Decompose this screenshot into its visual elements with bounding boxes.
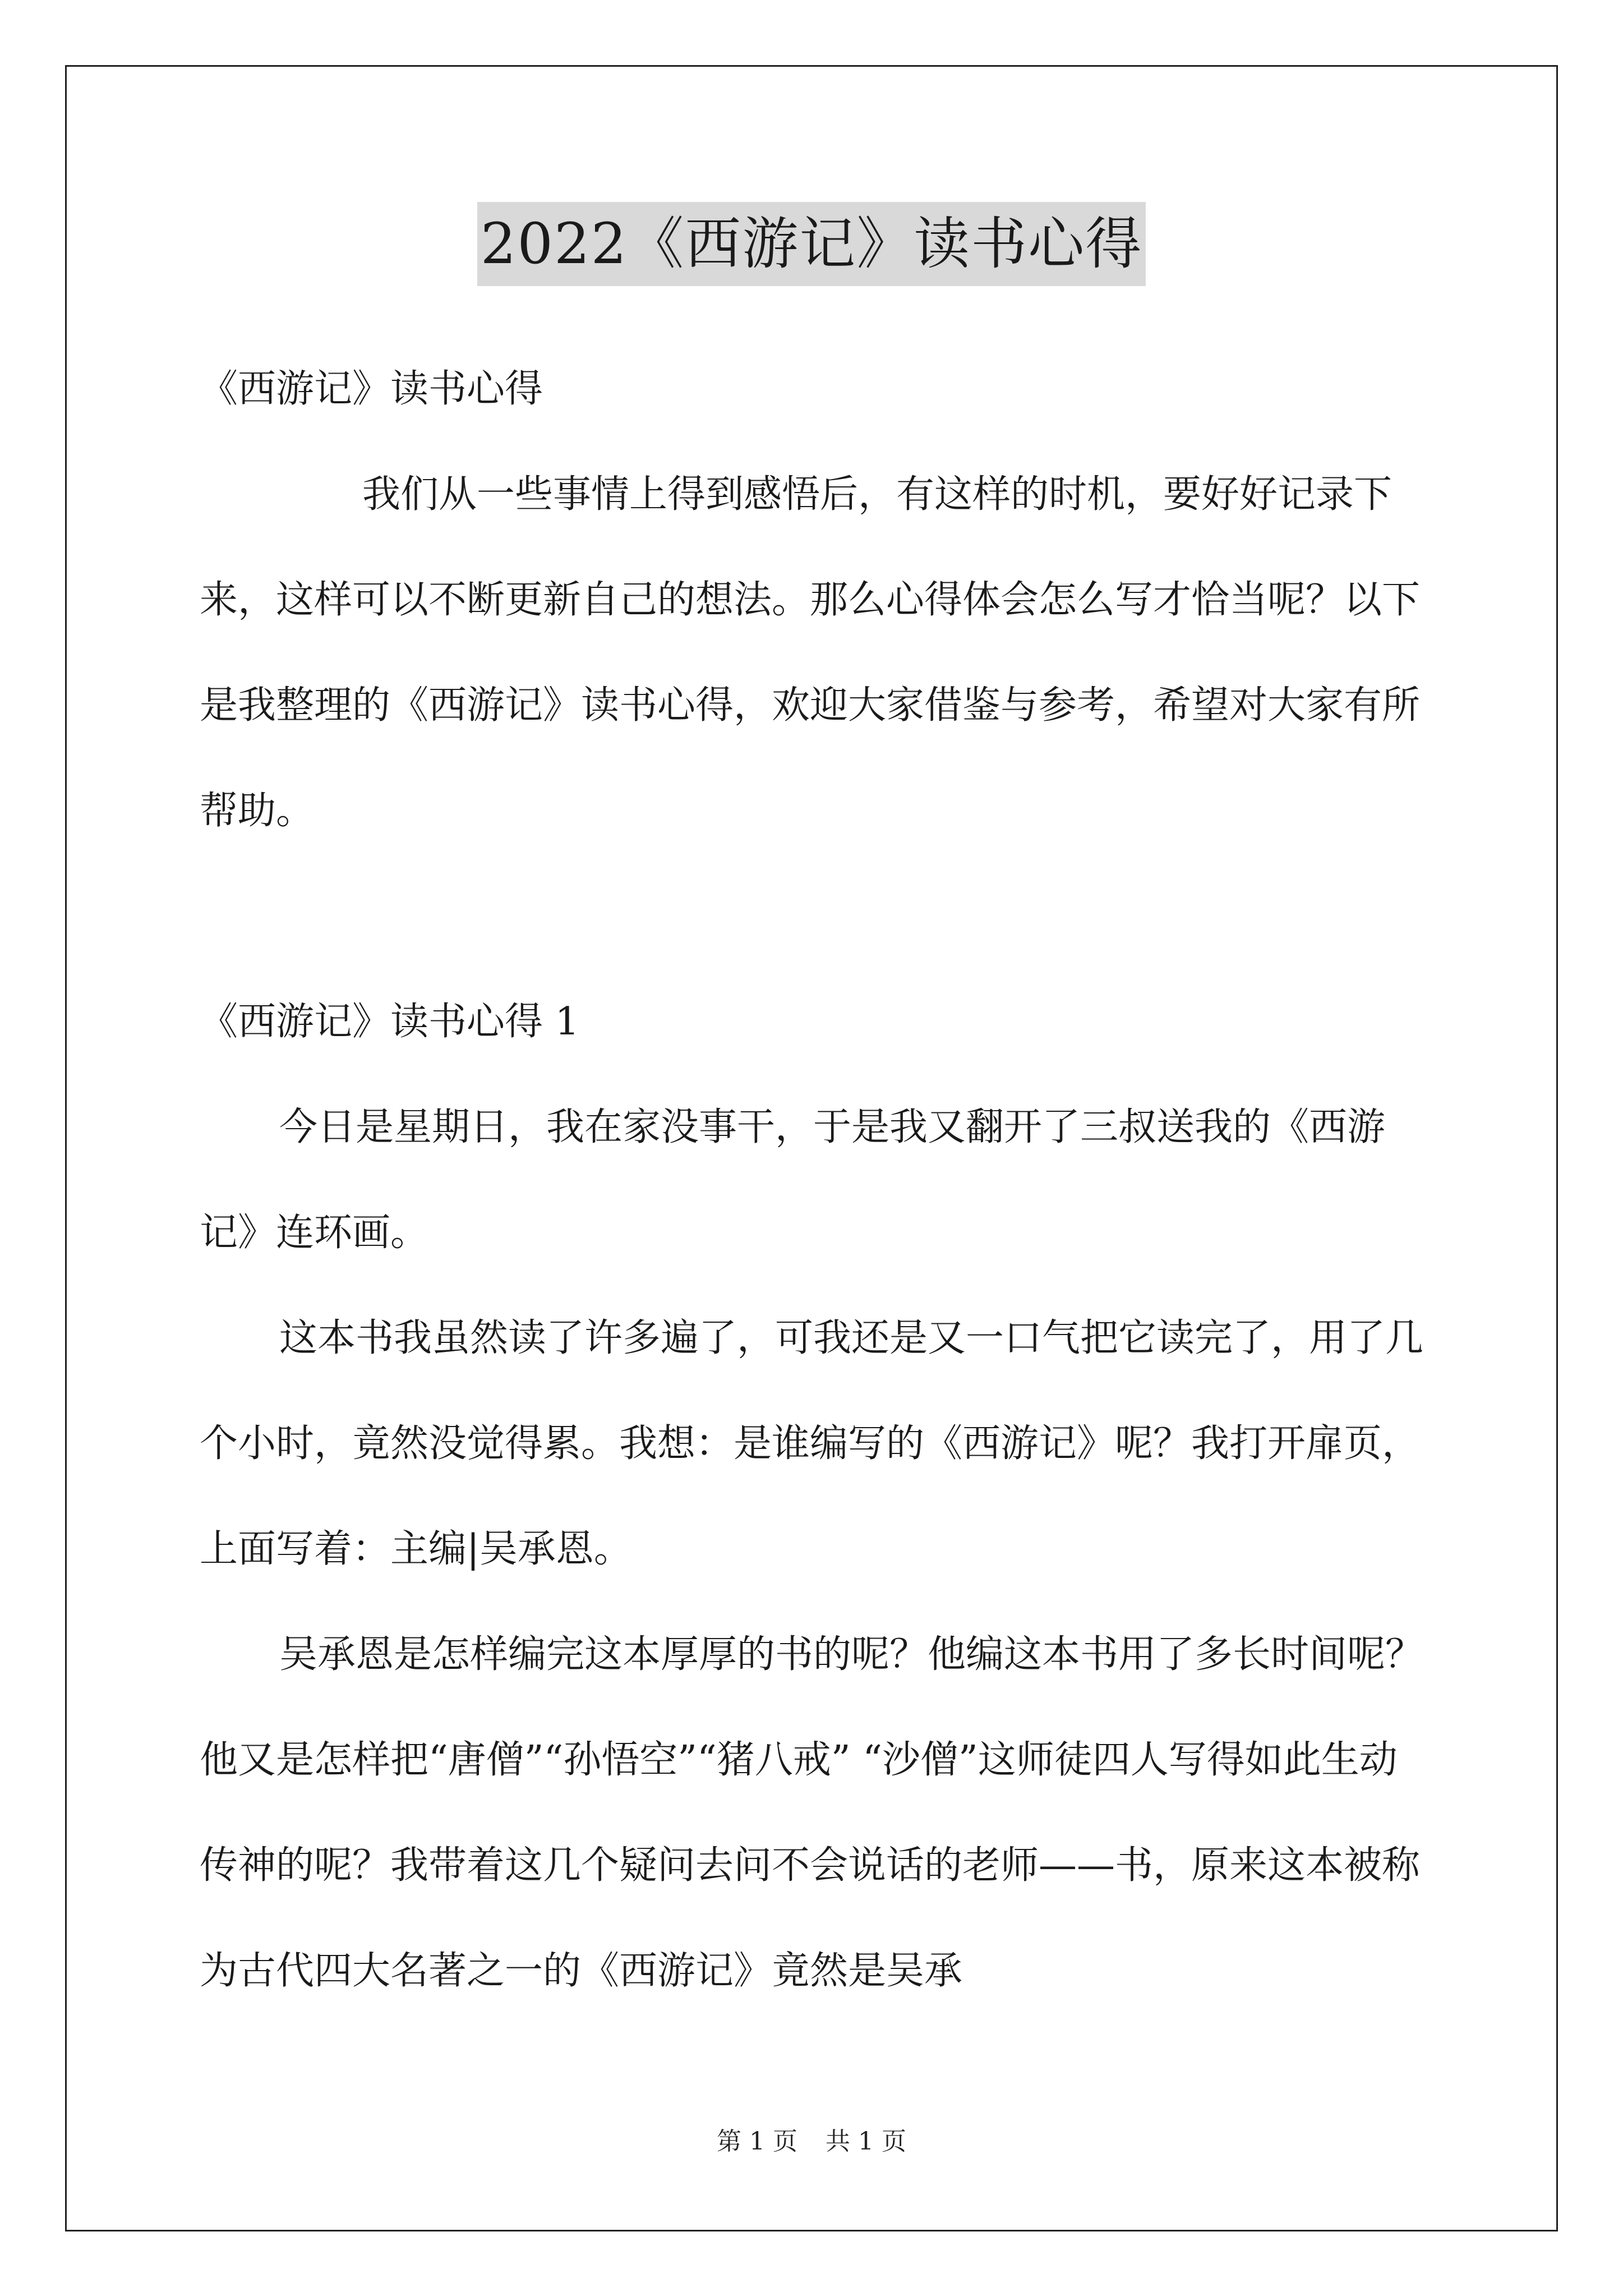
page-number: 第 1 页: [717, 2127, 797, 2156]
section-heading: 《西游记》读书心得 1: [200, 1000, 579, 1044]
page-total: 共 1 页: [826, 2127, 906, 2156]
document-title: 2022《西游记》读书心得: [477, 202, 1146, 286]
body-paragraph: 吴承恩是怎样编完这本厚厚的书的呢？他编这本书用了多长时间呢？他又是怎样把“唐僧”“孙悟空”“猪八戒” “沙僧”这师徒四人写得如此生动传神的呢？我带着这几个疑问去问不会说话的老师——书，原来这本被称为古代四大名著之一的《西游记》竟然是吴承: [200, 1632, 1424, 1993]
intro-paragraph: 我们从一些事情上得到感悟后，有这样的时机，要好好记录下来，这样可以不断更新自己的想法。那么心得体会怎么写才恰当呢？以下是我整理的《西游记》读书心得，欢迎大家借鉴与参考，希望对大家有所帮助。: [200, 472, 1421, 833]
body-paragraph: 今日是星期日，我在家没事干，于是我又翻开了三叔送我的《西游记》连环画。: [200, 1105, 1386, 1255]
intro-heading: 《西游记》读书心得: [200, 367, 543, 411]
title-container: [0, 202, 1623, 286]
section-spacer: [200, 864, 1431, 969]
body-paragraph: 这本书我虽然读了许多遍了，可我还是又一口气把它读完了，用了几个小时，竟然没觉得累。我想：是谁编写的《西游记》呢？我打开扉页，上面写着：主编|吴承恩。: [200, 1316, 1424, 1571]
document-body: [200, 337, 1431, 2024]
page-footer: [0, 2125, 1623, 2159]
